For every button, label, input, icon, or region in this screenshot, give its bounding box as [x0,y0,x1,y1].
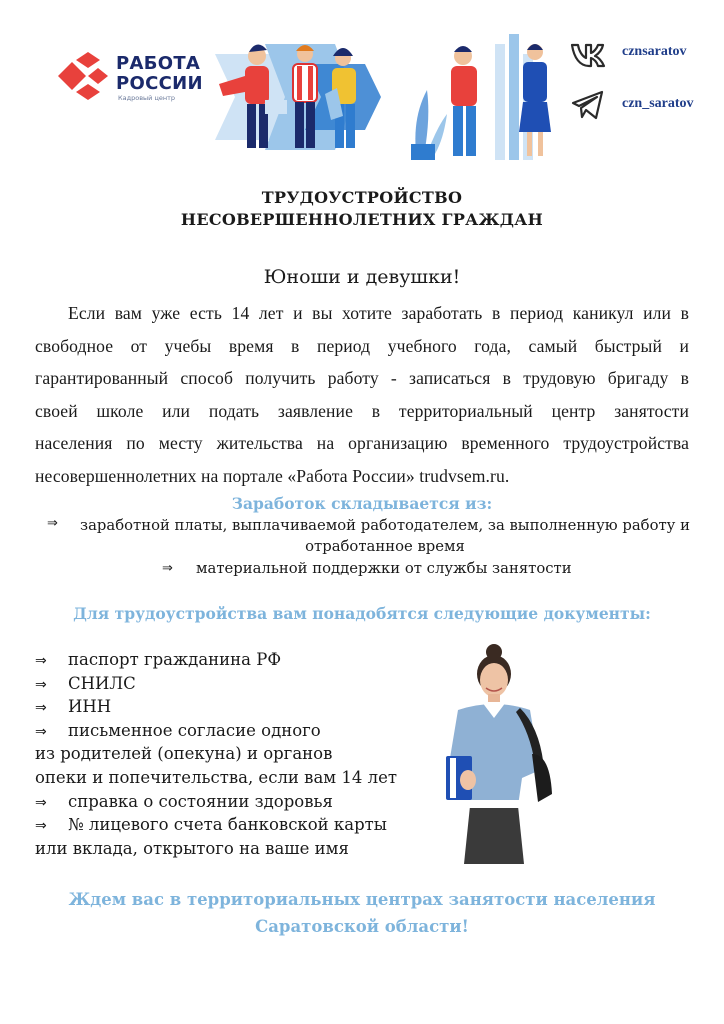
arrow-icon: ⇒ [35,818,47,835]
closing-message: Ждем вас в территориальных центрах занятости населения Саратовской области! [68,890,656,936]
intro-line: свободное от учебы время в период учебного года, самый быстрый и [35,335,689,356]
student-photo [432,644,556,864]
intro-line: своей школе или подать заявление в территориальный центр занятости [35,400,689,421]
document-item-text: паспорт гражданина РФ [68,650,282,669]
document-item-text: из родителей (опекуна) и органов [35,744,333,764]
arrow-icon: ⇒ [35,794,47,811]
arrow-icon: ⇒ [47,516,58,531]
document-item-text: ИНН [68,697,112,717]
earnings-item: заработной платы, выплачиваемой работодателем, за выполненную работу и отработанное время [80,517,690,555]
arrow-icon: ⇒ [162,561,173,576]
arrow-icon: ⇒ [35,723,47,740]
intro-line: населения по месту жительства на организацию временного трудоустройства [35,433,689,454]
intro-paragraph [35,297,689,493]
document-item-text: или вклада, открытого на ваше имя [35,838,349,858]
earnings-heading: Заработок складывается из: [231,494,493,513]
vk-handle[interactable]: cznsaratov [622,44,687,59]
intro-line: несовершеннолетних на портале «Работа России» trudvsem.ru. [35,465,510,486]
vk-icon[interactable] [570,38,606,68]
arrow-icon: ⇒ [35,676,47,693]
document-item-text: опеки и попечительства, если вам 14 лет [35,768,397,787]
title-line1: ТРУДОУСТРОЙСТВО [261,188,463,207]
document-item-text: справка о состоянии здоровья [68,791,333,811]
telegram-handle[interactable]: czn_saratov [622,96,694,111]
document-item-text: СНИЛС [68,673,136,693]
rabota-rossii-logo-icon [58,52,110,100]
logo-text-line2: РОССИИ [116,73,203,94]
intro-line: гарантированный способ получить работу - записаться в трудовую бригаду в [35,368,689,389]
arrow-icon: ⇒ [35,700,47,717]
workers-banner-illustration [205,34,553,160]
arrow-icon: ⇒ [35,653,47,669]
logo-text-line1: РАБОТА [116,53,201,74]
telegram-icon[interactable] [570,90,606,120]
documents-heading: Для трудоустройства вам понадобятся следующие документы: [73,604,651,623]
earnings-item: материальной поддержки от службы занятости [196,560,572,577]
greeting-heading: Юноши и девушки! [263,266,461,288]
telegram-social-row[interactable] [570,90,720,120]
title-line2: НЕСОВЕРШЕННОЛЕТНИХ ГРАЖДАН [180,210,544,229]
document-item-text: № лицевого счета банковской карты [68,815,387,835]
rabota-rossii-logo [58,50,208,102]
document-item-text: письменное согласие одного [68,720,321,740]
intro-line: Если вам уже есть 14 лет и вы хотите заработать в период каникул или в [68,303,689,323]
logo-subtitle: Кадровый центр [118,94,176,102]
vk-social-row[interactable] [570,38,720,68]
